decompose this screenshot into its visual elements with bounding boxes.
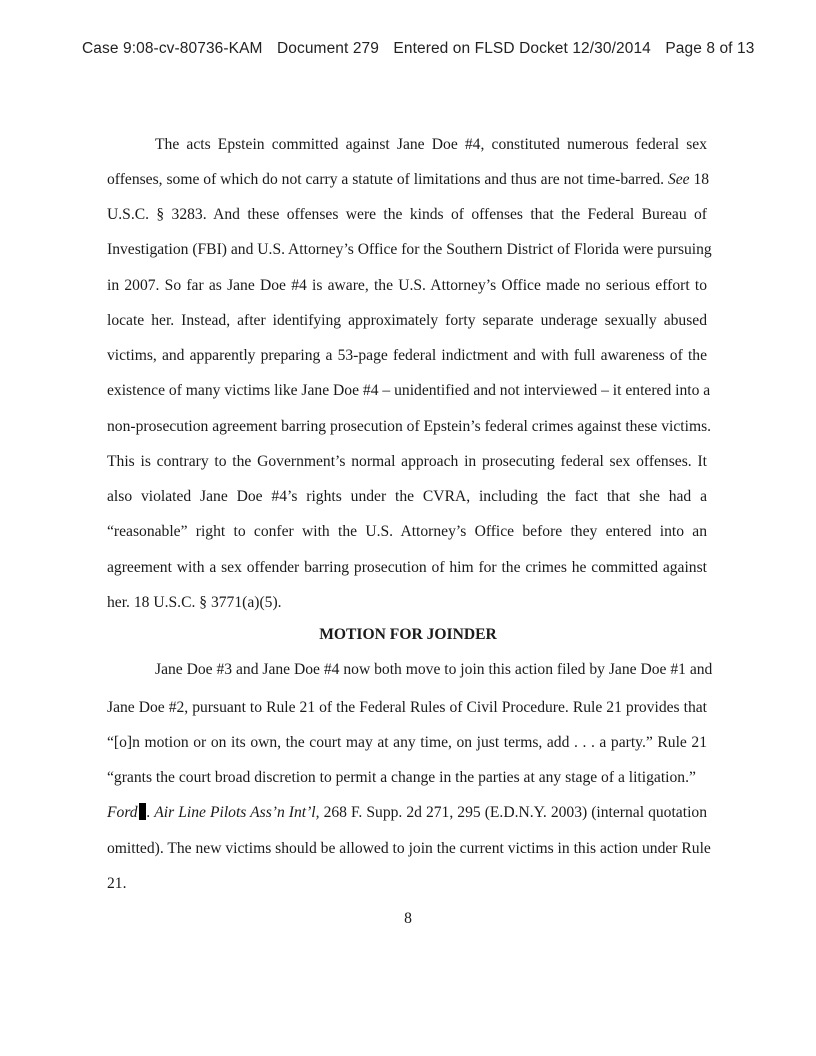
text-line: also violated Jane Doe #4’s rights under the CVRA, including the fact that she had a xyxy=(107,488,707,505)
section-heading: MOTION FOR JOINDER xyxy=(319,626,497,643)
text-line: in 2007. So far as Jane Doe #4 is aware, the U.S. Attorney’s Office made no serious effort to xyxy=(107,277,707,294)
docket-entry: Entered on FLSD Docket 12/30/2014 xyxy=(393,40,651,57)
text-line: locate her. Instead, after identifying approximately forty separate underage sexually abused xyxy=(107,312,707,329)
text-line: U.S.C. § 3283. And these offenses were the kinds of offenses that the Federal Bureau of xyxy=(107,206,707,223)
case-name: . Air Line Pilots Ass’n Int’l, xyxy=(146,804,320,821)
citation-signal: See xyxy=(667,171,690,188)
text-line: “reasonable” right to confer with the U.S. Attorney’s Office before they entered into an xyxy=(107,523,707,540)
case-number: Case 9:08-cv-80736-KAM xyxy=(82,40,263,57)
text-line: The acts Epstein committed against Jane Doe #4, constituted numerous federal sex xyxy=(155,136,707,153)
text-line: non-prosecution agreement barring prosecution of Epstein’s federal crimes against these victims. xyxy=(107,418,712,435)
text-line: Investigation (FBI) and U.S. Attorney’s Office for the Southern District of Florida were pursuing xyxy=(107,241,712,258)
document-number: Document 279 xyxy=(276,40,379,57)
text-line: This is contrary to the Government’s normal approach in prosecuting federal sex offenses. It xyxy=(107,453,707,470)
text-line: omitted). The new victims should be allowed to join the current victims in this action under Rule xyxy=(107,840,711,857)
text-line: existence of many victims like Jane Doe #4 – unidentified and not interviewed – it entered into a xyxy=(107,382,711,399)
text-line: Jane Doe #2, pursuant to Rule 21 of the Federal Rules of Civil Procedure. Rule 21 provides that xyxy=(107,699,707,716)
page-count: Page 8 of 13 xyxy=(665,40,755,57)
page-number: 8 xyxy=(404,910,412,927)
text-line: victims, and apparently preparing a 53-page federal indictment and with full awareness of the xyxy=(107,347,707,364)
text-line: her. 18 U.S.C. § 3771(a)(5). xyxy=(107,594,282,611)
text-line xyxy=(107,803,707,823)
redaction-mark xyxy=(139,803,146,820)
text-span: 18 xyxy=(693,171,710,188)
text-line: Jane Doe #3 and Jane Doe #4 now both move to join this action filed by Jane Doe #1 and xyxy=(155,661,713,678)
text-span: offenses, some of which do not carry a statute of limitations and thus are not time-barred. xyxy=(107,171,665,188)
case-name: Ford xyxy=(107,804,138,821)
text-line: “grants the court broad discretion to permit a change in the parties at any stage of a litigation.” xyxy=(107,769,696,786)
citation: 268 F. Supp. 2d 271, 295 (E.D.N.Y. 2003) (internal quotation xyxy=(323,804,707,821)
text-line: 21. xyxy=(107,875,127,892)
text-line xyxy=(107,170,710,190)
text-line: “[o]n motion or on its own, the court may at any time, on just terms, add . . . a party.” Rule 21 xyxy=(107,734,707,751)
docket-header xyxy=(82,40,755,58)
text-line: agreement with a sex offender barring prosecution of him for the crimes he committed against xyxy=(107,559,707,576)
